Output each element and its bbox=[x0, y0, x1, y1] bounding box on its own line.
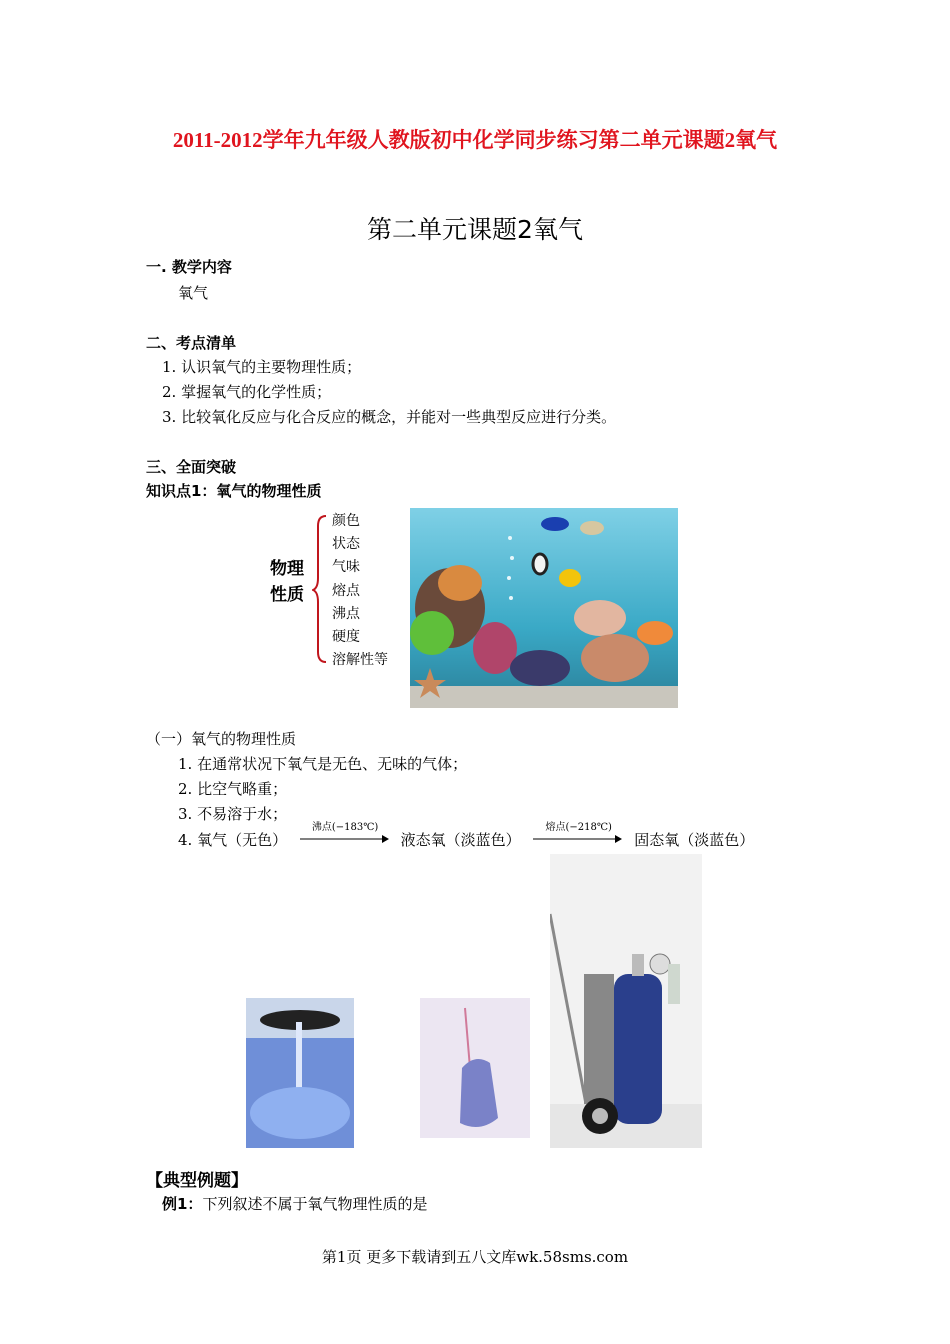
exam-point-item: 2. 掌握氧气的化学性质； bbox=[162, 383, 332, 401]
example-1 bbox=[162, 1193, 427, 1214]
typical-examples-heading: 【典型例题】 bbox=[146, 1171, 248, 1191]
knowledge-point-1: 知识点1：氧气的物理性质 bbox=[146, 482, 322, 500]
page-footer: 第1页 更多下载请到五八文库wk.58sms.com bbox=[321, 1248, 629, 1266]
section-heading-breakthrough: 三、全面突破 bbox=[146, 458, 237, 476]
boiling-arrow bbox=[298, 822, 390, 850]
diagram-item: 硬度 bbox=[332, 629, 360, 645]
diagram-item: 熔点 bbox=[332, 583, 360, 599]
example-1-label: 例1： bbox=[162, 1195, 203, 1213]
curly-brace-icon bbox=[312, 514, 328, 664]
physical-property-item: 2. 比空气略重； bbox=[178, 780, 288, 798]
liquid-oxygen-pour-photo bbox=[246, 998, 354, 1148]
state-change-line bbox=[178, 822, 755, 850]
property-brace-diagram bbox=[262, 506, 412, 676]
liquid-oxygen-container-photo bbox=[420, 998, 530, 1138]
melting-condition-label: 熔点(−218℃) bbox=[545, 822, 612, 833]
diagram-label-line1: 物理 bbox=[270, 559, 304, 579]
section-heading-exam-points: 二、考点清单 bbox=[146, 334, 237, 352]
teaching-content-text: 氧气 bbox=[178, 284, 209, 302]
lesson-title: 第二单元课题2氧气 bbox=[367, 215, 583, 244]
physical-property-item: 3. 不易溶于水； bbox=[178, 805, 288, 823]
state-liquid-text: 液态氧（淡蓝色） bbox=[400, 831, 521, 849]
diagram-item: 状态 bbox=[332, 536, 360, 552]
melting-arrow bbox=[531, 822, 623, 850]
physical-properties-heading: （一）氧气的物理性质 bbox=[146, 730, 297, 748]
example-1-question: 下列叙述不属于氧气物理性质的是 bbox=[202, 1195, 428, 1213]
diagram-item: 气味 bbox=[332, 559, 360, 575]
right-arrow-icon bbox=[531, 832, 623, 846]
diagram-item: 颜色 bbox=[332, 513, 360, 529]
aquarium-photo bbox=[410, 508, 678, 708]
diagram-item: 沸点 bbox=[332, 606, 360, 622]
state-solid-text: 固态氧（淡蓝色） bbox=[634, 831, 755, 849]
diagram-item: 溶解性等 bbox=[332, 652, 388, 668]
exam-point-item: 3. 比较氧化反应与化合反应的概念，并能对一些典型反应进行分类。 bbox=[162, 408, 617, 426]
diagram-label-line2: 性质 bbox=[270, 585, 304, 605]
exam-point-item: 1. 认识氧气的主要物理性质； bbox=[162, 358, 362, 376]
section-heading-teaching-content: 一. 教学内容 bbox=[146, 258, 232, 276]
right-arrow-icon bbox=[298, 832, 390, 846]
boiling-condition-label: 沸点(−183℃) bbox=[311, 822, 379, 833]
state-gas-text: 4. 氧气（无色） bbox=[178, 831, 288, 849]
physical-property-item: 1. 在通常状况下氧气是无色、无味的气体； bbox=[178, 755, 468, 773]
document-title: 2011-2012学年九年级人教版初中化学同步练习第二单元课题2氧气 bbox=[172, 128, 778, 152]
oxygen-cylinder-photo bbox=[550, 854, 702, 1148]
